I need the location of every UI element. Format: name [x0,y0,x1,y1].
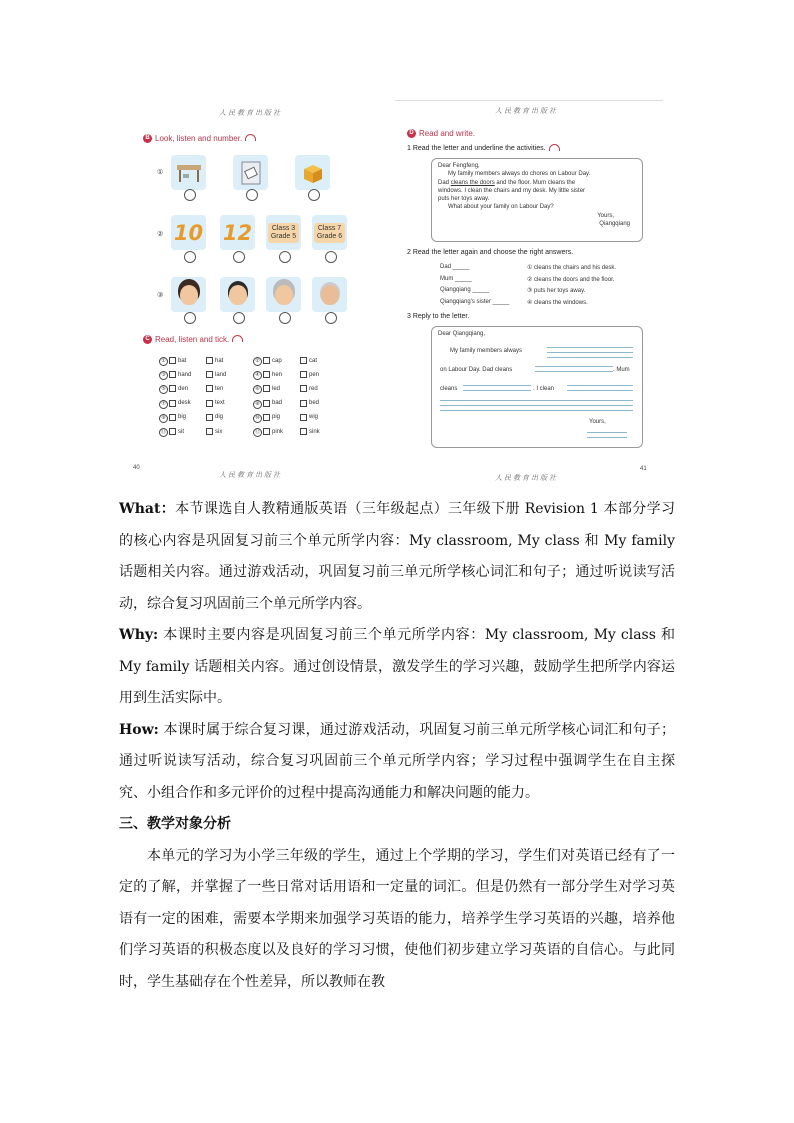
tick-option[interactable] [263,385,280,392]
class7-grade6-image: Class 7 Grade 6 [312,215,347,250]
writing-line[interactable] [547,347,633,348]
writing-line[interactable] [567,390,633,391]
letter-line: My family members always do chores on Labour Day. [448,171,591,178]
section-c-badge: C [143,335,152,344]
writing-line[interactable] [463,385,531,386]
tick-option[interactable] [263,371,282,378]
writing-line[interactable] [567,385,633,386]
reply-line-3a: cleans [440,386,458,392]
checkbox[interactable] [263,428,270,435]
match-who: Mum _____ [440,275,472,282]
tick-word: bad [272,400,283,407]
tick-option[interactable] [263,357,282,364]
tick-option[interactable] [169,428,184,435]
tick-option[interactable] [206,414,223,421]
reply-greeting: Dear Qiangqiang, [438,331,486,337]
row-number: ③ [157,292,164,299]
checkbox[interactable] [169,371,176,378]
answer-circle[interactable] [184,312,196,324]
tick-option[interactable] [169,357,186,364]
tick-word: ten [215,385,224,392]
tick-option[interactable] [206,428,222,435]
tick-word: six [215,428,223,435]
answer-circle[interactable] [325,312,337,324]
picture-image [233,155,268,190]
letter-box [431,158,643,242]
answer-circle[interactable] [279,251,291,263]
what-label: What： [119,501,176,517]
item-number: ⑩ [253,414,262,423]
writing-line[interactable] [547,357,633,358]
checkbox[interactable] [169,385,176,392]
letter-line: What about your family on Labour Day? [448,204,554,211]
headphones-icon [245,134,256,141]
tick-word: hand [178,371,192,378]
item-number: ② [253,357,262,366]
checkbox[interactable] [169,400,176,407]
number-10-image: 10 [171,215,206,250]
tick-option[interactable] [206,357,223,364]
checkbox[interactable] [206,428,213,435]
section-c-title [143,335,243,344]
tick-word: pig [272,414,281,421]
match-option: ② cleans the doors and the floor. [527,276,615,283]
section-d-badge: D [407,129,416,138]
tick-word: bed [309,400,320,407]
tick-word: pink [272,428,284,435]
tick-option[interactable] [206,371,226,378]
class3-grade5-image: Class 3 Grade 5 [266,215,301,250]
tick-option[interactable] [169,385,188,392]
tick-word: land [215,371,227,378]
tick-option[interactable] [169,414,186,421]
question-1-text: 1 Read the letter and underline the activities. [407,145,546,152]
checkbox[interactable] [206,385,213,392]
checkbox[interactable] [263,371,270,378]
tick-option[interactable] [206,400,225,407]
checkbox[interactable] [206,371,213,378]
writing-line[interactable] [535,366,613,367]
checkbox[interactable] [169,428,176,435]
letter-signature: Qiangqiang [599,221,630,228]
tick-word: big [178,414,187,421]
checkbox[interactable] [263,385,270,392]
item-number: ⑥ [253,385,262,394]
checkbox[interactable] [206,400,213,407]
letter-closing: Yours, [597,212,614,219]
writing-line[interactable] [440,400,633,401]
letter-line: windows. I clean the chairs and my desk. My little sister [438,187,586,194]
answer-circle[interactable] [233,251,245,263]
match-option: ③ puts her toys away. [527,288,586,294]
tick-word: dig [215,414,224,421]
tick-option[interactable] [300,414,318,421]
question-1 [407,145,560,152]
section-d-label: Read and write. [419,129,476,138]
question-3-text: 3 Reply to the letter. [407,313,470,320]
reply-closing: Yours, [589,419,606,425]
tick-option[interactable] [263,428,283,435]
headphones-icon [549,144,560,151]
dad-image [220,277,255,312]
writing-line[interactable] [440,410,633,411]
box-image [295,155,330,190]
checkbox[interactable] [169,357,176,364]
publisher-logo-footer: 人民教育出版社 [219,471,282,479]
why-label: Why: [119,627,159,643]
match-who: Qiangqiang _____ [440,287,490,293]
section-b-title [143,134,256,143]
tick-option[interactable] [263,414,280,421]
tick-option[interactable] [206,385,223,392]
answer-circle[interactable] [246,189,258,201]
checkbox[interactable] [300,414,307,421]
checkbox[interactable] [263,357,270,364]
textbook-spread [119,100,663,485]
mum-image [171,277,206,312]
section-b-badge: B [143,134,152,143]
desk-image [171,155,206,190]
item-number: ④ [253,371,262,380]
checkbox[interactable] [263,400,270,407]
answer-circle[interactable] [325,251,337,263]
answer-circle[interactable] [279,312,291,324]
tick-word: bat [178,357,187,364]
section-d-title [407,129,475,138]
item-number: ⑫ [254,429,260,435]
item-number: ⑦ [159,400,168,409]
textbook-right-page [395,100,663,486]
checkbox[interactable] [300,385,307,392]
tick-word: desk [178,400,191,407]
publisher-logo: 人民教育出版社 [495,107,558,115]
question-2 [407,249,573,256]
number-12-image: 12 [220,215,255,250]
tick-word: cap [272,357,282,364]
tick-option[interactable] [169,371,191,378]
document-body [119,494,675,998]
writing-line[interactable] [547,352,633,353]
tick-word: led [272,385,281,392]
tick-word: red [309,385,318,392]
why-paragraph [119,620,675,715]
reply-line-2b: . Mum [613,367,630,373]
question-3 [407,313,469,320]
tick-option[interactable] [300,400,319,407]
checkbox[interactable] [300,371,307,378]
item-number: ③ [159,371,168,380]
tick-word: hen [272,371,283,378]
item-number: ⑪ [160,429,166,435]
textbook-left-page [119,100,391,485]
letter-line: puts her toys away. [438,196,490,203]
item-number: ⑨ [159,414,168,423]
headphones-icon [232,335,243,342]
tick-word: sink [309,428,320,435]
writing-line[interactable] [463,390,531,391]
question-2-text: 2 Read the letter again and choose the right answers. [407,249,574,256]
why-text: 本课时主要内容是巩固复习前三个单元所学内容：My classroom, My class 和 My family 话题相关内容。通过创设情景，激发学生的学习兴趣，鼓励学生把所学内容运用到生活实际中。 [119,627,675,706]
section-c-label: Read, listen and tick. [155,335,230,344]
checkbox[interactable] [300,400,307,407]
tick-option[interactable] [300,357,317,364]
reply-line-2a: on Labour Day. Dad cleans [440,367,513,373]
answer-circle[interactable] [184,189,196,201]
match-option: ① cleans the chairs and his desk. [527,265,617,271]
answer-circle[interactable] [233,312,245,324]
what-text: 本节课选自人教精通版英语（三年级起点）三年级下册 Revision 1 本部分学习的核心内容是巩固复习前三个单元所学内容：My classroom, My class 和 My family 话题相关内容。通过游戏活动，巩固复习前三单元所学核心词汇和句子；通过听说读写活动，综合复习巩固前三个单元所学内容。 [119,501,675,612]
tick-word: wig [309,414,319,421]
tick-word: cat [309,357,318,364]
row-number: ② [157,231,164,238]
answer-circle[interactable] [308,189,320,201]
how-paragraph [119,715,675,810]
publisher-logo-footer: 人民教育出版社 [495,474,558,482]
checkbox[interactable] [300,357,307,364]
tick-option[interactable] [263,400,282,407]
checkbox[interactable] [300,428,307,435]
item-number: ⑤ [159,385,168,394]
grandpa-image [312,277,347,312]
tick-word: pen [309,371,320,378]
match-option: ④ cleans the windows. [527,299,588,306]
tick-word: text [215,400,225,407]
what-paragraph [119,494,675,620]
row-number: ① [157,169,164,176]
grandma-image [266,277,301,312]
answer-circle[interactable] [184,251,196,263]
tick-word: sit [178,428,184,435]
letter-greeting: Dear Fengfeng, [438,163,480,169]
reply-line-3b: . I clean [533,386,555,392]
publisher-logo: 人民教育出版社 [219,109,282,117]
reply-line-1: My family members always [450,348,523,354]
tick-option[interactable] [300,371,319,378]
section-heading: 三、教学对象分析 [119,816,231,832]
tick-option[interactable] [300,385,318,392]
tick-word: hat [215,357,224,364]
tick-option[interactable] [169,400,191,407]
section-b-label: Look, listen and number. [155,134,243,143]
tick-word: den [178,385,189,392]
checkbox[interactable] [206,414,213,421]
match-who: Dad _____ [440,264,470,270]
page-number-left: 40 [133,465,140,471]
writing-line[interactable] [440,405,633,406]
item-number: ⑧ [253,400,262,409]
how-text: 本课时属于综合复习课，通过游戏活动，巩固复习前三单元所学核心词汇和句子；通过听说读写活动，综合复习巩固前三个单元所学内容；学习过程中强调学生在自主探究、小组合作和多元评价的过程中提高沟通能力和解决问题的能力。 [119,721,675,801]
match-who: Qiangqiang's sister _____ [440,298,510,305]
writing-line[interactable] [587,437,627,438]
checkbox[interactable] [169,414,176,421]
tick-option[interactable] [300,428,320,435]
body-paragraph: 本单元的学习为小学三年级的学生，通过上个学期的学习，学生们对英语已经有了一定的了解，并掌握了一些日常对话用语和一定量的词汇。但是仍然有一部分学生对学习英语有一定的困难，需要本学期来加强学习英语的能力，培养学生学习英语的兴趣，培养他们学习英语的积极态度以及良好的学习习惯，使他们初步建立学习英语的自信心。与此同时，学生基础存在个性差异，所以教师在教 [119,847,675,990]
checkbox[interactable] [263,414,270,421]
letter-line: Dad cleans the doors and the floor. Mum cleans the [438,179,576,186]
how-label: How: [119,721,159,738]
item-number: ① [159,357,168,366]
writing-line[interactable] [535,371,613,372]
writing-line[interactable] [587,432,627,433]
page-number-right: 41 [640,466,647,472]
checkbox[interactable] [206,357,213,364]
